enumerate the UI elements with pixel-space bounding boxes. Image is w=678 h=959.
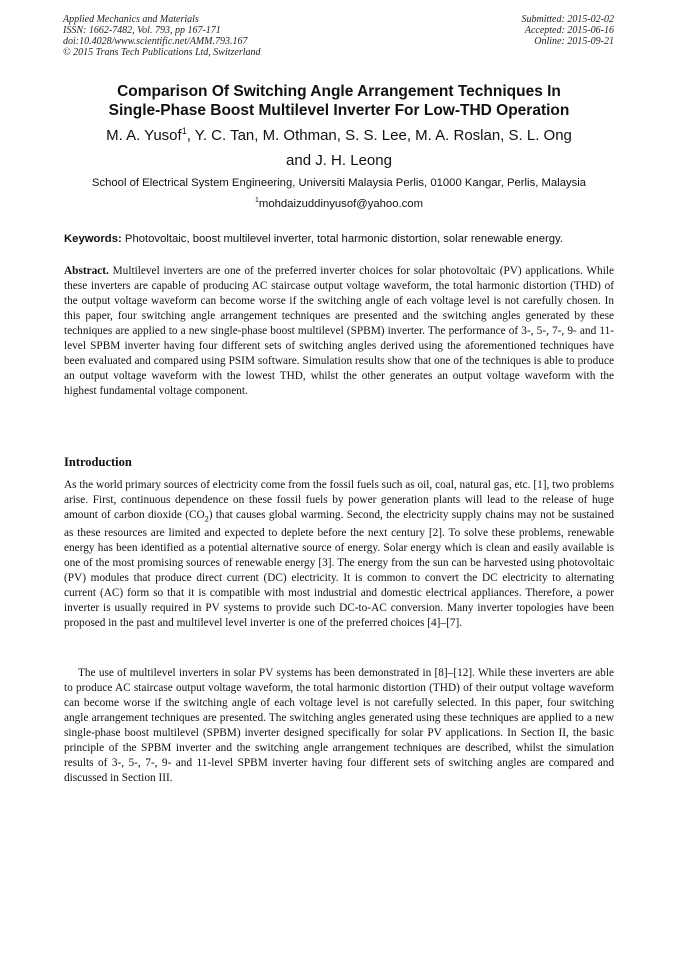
introduction-paragraph-2: The use of multilevel inverters in solar PV systems has been demonstrated in [8]–[12]. While these inverters are able to produce AC staircase output voltage waveform, the total harmonic distortion (THD) of their output voltage waveform can become worse if the switching angle of each voltage level is not carefully selected. In this paper, four switching angle arrangement techniques are presented. The switching angles generated using these techniques are applied to a new single-phase boost multilevel (SPBM) inverter designed specifically for solar PV applications. In Section II, the basic principle of the SPBM inverter and the switching angle arrangement techniques are described, whilst the simulation results of 3-, 5-, 7-, 9- and 11-level SPBM inverter having four different sets of switching angles are compared and discussed in Section III. — [64, 667, 614, 784]
submission-dates — [522, 14, 615, 47]
affiliation: School of Electrical System Engineering, Universiti Malaysia Perlis, 01000 Kangar, Perlis, Malaysia — [91, 177, 587, 189]
keywords-text: Photovoltaic, boost multilevel inverter, total harmonic distortion, solar renewable energy. — [121, 233, 563, 245]
online-date: Online: 2015-09-21 — [534, 36, 614, 47]
coauthors: , Y. C. Tan, M. Othman, S. S. Lee, M. A. Roslan, S. L. Ong — [186, 127, 572, 144]
journal-doi: doi:10.4028/www.scientific.net/AMM.793.167 — [63, 36, 248, 47]
keywords-label: Keywords: — [64, 233, 122, 245]
accepted-date: Accepted: 2015-06-16 — [524, 25, 614, 36]
journal-issn: ISSN: 1662-7482, Vol. 793, pp 167-171 — [63, 25, 221, 36]
abstract-label: Abstract. — [64, 265, 109, 277]
email-superscript: 1 — [255, 197, 259, 205]
corresponding-email — [30, 196, 648, 212]
journal-copyright: © 2015 Trans Tech Publications Ltd, Switzerland — [63, 47, 261, 58]
co2-subscript: 2 — [204, 514, 209, 524]
abstract-text: Multilevel inverters are one of the preferred inverter choices for solar photovoltaic (PV) applications. While these inverters are capable of producing AC staircase output voltage waveform, the total harmonic distortion (THD) of the output voltage waveform can become worse if the switching angle of each voltage level is not carefully chosen. In this paper, four switching angle arrangement techniques are presented and the switching angles generated by these techniques are applied to a new single-phase boost multilevel (SPBM) inverter. The performance of 3-, 5-, 7-, 9- and 11-level SPBM inverter having four different sets of switching angles derived using the aforementioned techniques have been evaluated and compared using PSIM software. Simulation results show that one of the techniques is able to produce an output voltage waveform with the lowest THD, whilst the other generates an output voltage waveform with the highest fundamental voltage component. — [64, 265, 614, 397]
author-list — [40, 123, 638, 173]
journal-name: Applied Mechanics and Materials — [63, 14, 199, 25]
title-line-2: Single-Phase Boost Multilevel Inverter For Low-THD Operation — [108, 102, 570, 119]
first-author: M. A. Yusof — [106, 127, 182, 144]
abstract — [64, 264, 614, 399]
author-line-2: and J. H. Leong — [286, 152, 392, 169]
author-superscript: 1 — [181, 126, 187, 136]
introduction-paragraph-1 — [64, 478, 614, 631]
title-line-1: Comparison Of Switching Angle Arrangement Techniques In — [117, 83, 561, 100]
author-line-1 — [40, 123, 638, 148]
paper-title — [40, 82, 638, 120]
submitted-date: Submitted: 2015-02-02 — [521, 14, 614, 25]
intro-p1-part-a: As the world primary sources of electricity come from the fossil fuels such as oil, coal, natural gas, etc. [1], two problems arise. First, continuous dependence on these fossil fuels by power generation plants will lead to the release of huge amount of carbon dioxide (CO — [64, 479, 614, 521]
email-address: mohdaizuddinyusof@yahoo.com — [258, 198, 423, 210]
section-heading-introduction: Introduction — [64, 455, 132, 469]
intro-p1-part-b: ) that causes global warming. Second, the electricity supply chains may not be sustained as these resources are limited and expected to deplete before the next century [2]. To solve these problems, renewable energy has been identified as a potential alternative source of energy. Solar energy which is clean and easily available is one of the most promising sources of renewable energy [3]. The energy from the sun can be harvested using photovoltaic (PV) modules that produce direct current (DC) electricity. It is common to convert the DC electricity to alternating current (AC) form so that it is compatible with most industrial and domestic electrical appliances. Therefore, a power inverter is usually required in PV systems to provide such DC-to-AC conversion. Many inverter topologies have been proposed in the past and multilevel level inverter is one of the preferred choices [4]–[7]. — [64, 509, 614, 630]
keywords — [64, 231, 618, 247]
journal-info — [63, 14, 261, 58]
